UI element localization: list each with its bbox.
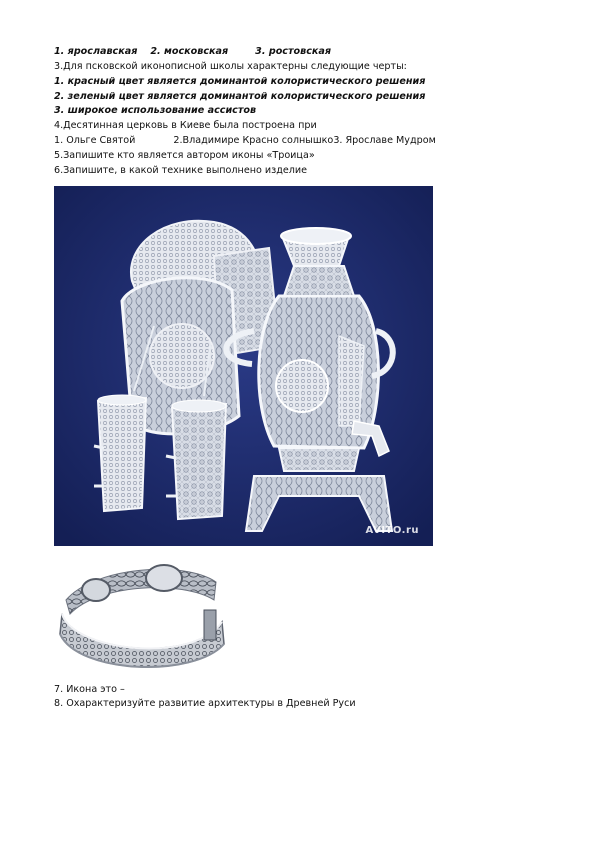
avito-watermark: AVITO.ru (365, 525, 419, 536)
question-3-option-3: 3. широкое использование ассистов (54, 105, 257, 116)
option-moskovskaya: 2. московская (150, 46, 229, 57)
option-olga: 1. Ольге Святой (54, 135, 136, 146)
bracelet-illustration (54, 552, 228, 680)
samovar-illustration (54, 186, 433, 546)
question-3: 3.Для псковской иконописной школы характерны следующие черты: (54, 61, 407, 72)
option-yaroslav: 3. Ярославе Мудром (333, 135, 436, 146)
filigree-bracelet-photo (54, 552, 228, 680)
option-yaroslavskaya: 1. ярославская (54, 46, 138, 57)
question-4: 4.Десятинная церковь в Киеве была построена при (54, 120, 317, 131)
question-8: 8. Охарактеризуйте развитие архитектуры в Древней Руси (54, 698, 356, 709)
question-5: 5.Запишите кто является автором иконы «Троица» (54, 150, 315, 161)
question-7: 7. Икона это – (54, 684, 125, 695)
question-4-options (54, 135, 436, 147)
filigree-samovar-photo (54, 186, 433, 546)
question-3-option-1: 1. красный цвет является доминантой колористического решения (54, 76, 426, 87)
option-vladimir: 2.Владимире Красно солнышко (173, 135, 334, 146)
option-rostovskaya: 3. ростовская (255, 46, 332, 57)
answer-options-line-1 (54, 46, 331, 58)
question-3-option-2: 2. зеленый цвет является доминантой колористического решения (54, 91, 426, 102)
question-6: 6.Запишите, в какой технике выполнено изделие (54, 165, 308, 176)
